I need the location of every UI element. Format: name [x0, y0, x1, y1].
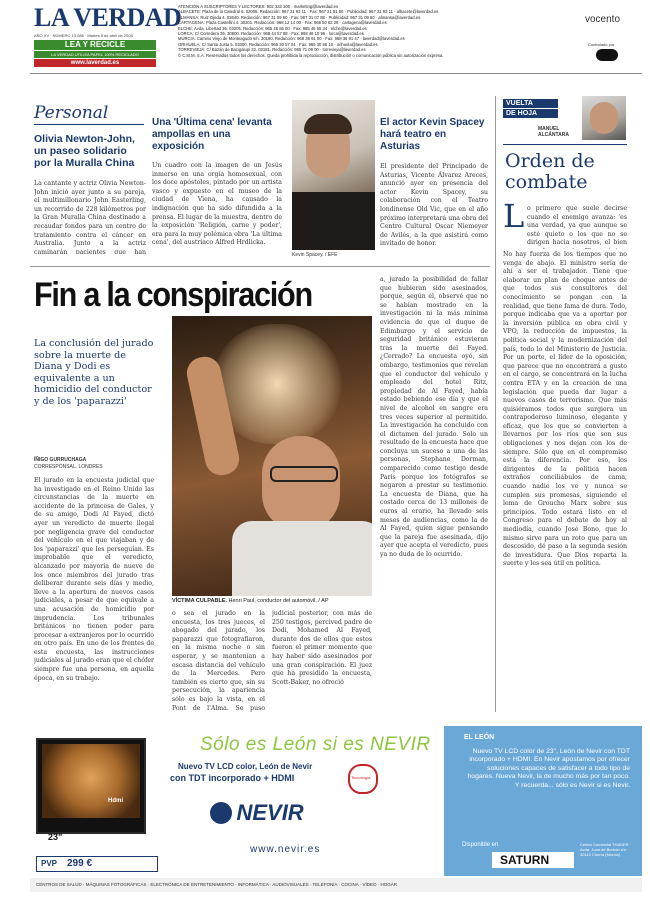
- ad-frame[interactable]: [30, 726, 642, 894]
- ad-right-panel: [444, 726, 642, 876]
- main-col1: El jurado en la encuesta judicial que ha investigado en el Reino Unido las circunstancias de la muerte en accidente de la princesa de Gales, y de su amigo, Dodi Al Fayed, dictó ayer un veredicto de muerte ilegal por negligencia grave del conductor del vehículo en el que viajaban y de los 'paparazzi' que les perseguían. Es improbable que el veredicto, alcanzado por mayoría de nueve de los once miembros del jurado tras deliberar durante seis días y medio, lleve a la apertura de nuevos casos judiciales, a pesar de que equivale a una acusación de homicidio por imprudencia. Los tribunales británicos no tienen poder para procesar a extranjeros por lo ocurrido en otro país. En uno de los frentes de esta encuesta, las instrucciones judiciales al jurado eran que el chófer siempre fue una persona, en aquella época, en su trabajo.: [34, 477, 154, 682]
- directory-line: ORIHUELA: C/ Santa Justa 5. 03300. Redacción: 965 30 57 04 · Fax: 965 30 56 10 · orihuela@laverdad.es: [178, 41, 378, 47]
- directory-line: ALMANSA: Ruiz Ojeda 4. 02640. Redacción: 967 31 09 60 · Fax: 967 31 07 88 · Publicidad: 967 31 09 60 · almansa@laverdad.es: [178, 14, 421, 20]
- ojd-label: Controlado por: [588, 42, 615, 47]
- caption-text: Henri Paul, conductor del automóvil. / AP: [228, 598, 329, 604]
- personal-body: La cantante y actriz Olivia Newton-John inició ayer junto a su pareja, el multimillonario John Easterling, un recorrido de 228 kilómetros por la Gran Muralla China destinado a recaudar fondos para un centro de tratamiento contra el cáncer en Australia. Junto a la actriz caminarán pacientes que han: [34, 180, 146, 254]
- main-col4: a, jurado la posibilidad de fallar que hubieran sido asesinados, porque, según él, observé que no se habían mostrado en la investigación ni la más mínima evidencia de que el duque de Edimburgo y el servicio de seguridad británico estuvieran tras la muerte del Fayed. ¿Cerrado? La encuesta oyó, sin embargo, testimonios que revelan que el conductor del vehículo y empleado del hotel Ritz, propiedad de Al Fayed, había estado bebiendo ese día y que el nivel de alcohol en sangre era tres veces superior al permitido. La investigación ha concluido con el dictamen del jurado. Solo un resultado de la encuesta hace que concluya un suceso a una de las personas, Stephane Dorman, comparecido como testigo desde París porque los fotógrafos se negaron a prestar su testimonio. La encuesta de Diana, que ha costado cerca de 13 millones de euros al erario, ha llevado seis meses de audiencias, como la de Al Fayed, quien sigue pensando que la pareja fue asesinada, dijo ayer que acepta el veredicto, pues ya no duda de lo ocurrido.: [380, 276, 488, 558]
- byline-name: ÍÑIGO GURRUCHAGA: [34, 457, 87, 463]
- directory-line: ATENCIÓN A SUSCRIPTORES Y LECTORES: 902 332 100 · marketing@laverdad.es: [178, 4, 339, 9]
- tv-set: [36, 738, 146, 834]
- directory: [178, 4, 578, 70]
- ad-price-box: [36, 856, 158, 872]
- column-section-2: DE HOJA: [503, 109, 558, 118]
- column-headline: Orden de combate: [505, 150, 595, 193]
- price-label: PVP: [41, 859, 58, 868]
- personal-headline: Olivia Newton-John, un paseo solidario por la Muralla China: [34, 133, 135, 169]
- directory-line: TORREVIEJA: C/ Bazán de Bacigalupi 32. 03181. Redacción: 965 71 09 00 · torrevieja@laverdad.es: [178, 47, 366, 53]
- column-author-2: ALCÁNTARA: [538, 132, 570, 138]
- tv-hdmi-label: Hdmi: [108, 798, 123, 804]
- directory-line: ELCHE: Avda. Libertad 36. 03205. Redacción: 965 45 55 00 · Fax: 965 45 55 34 · elche@laverdad.es: [178, 25, 367, 31]
- face-shape: [262, 436, 340, 532]
- ad-right-title: EL LEÓN: [464, 734, 495, 741]
- spacey-body: El presidente del Principado de Asturias, Vicente Álvarez Areces, anunció ayer en presencia del actor Kevin Spacey, su colaboración con el Teatro londinense Old Vic, que en el año próximo interpretará una obra del Centro Cultural Oscar Niemeyer de Avilés, a la que asistirá como invitado de honor.: [380, 163, 488, 248]
- masthead-rule: [30, 73, 642, 74]
- directory-line: © C.M.M. S.A. Reservados todos los derechos. Queda prohibida la reproducción, distribución o comunicación pública sin autorización expresa.: [178, 52, 444, 58]
- tv-size-label: 23": [48, 832, 63, 842]
- column-author-1: MANUEL: [538, 126, 560, 132]
- saturn-logo: [492, 852, 574, 868]
- lion-image: [42, 744, 140, 818]
- ad-website[interactable]: www.nevir.es: [250, 844, 321, 855]
- column-lead: o primero que suele decirse cuando el enemigo avanza: 'es una verdad, ya que aunque se esté quieto o los que no se dirigen hacia nosotros, el bien: [527, 205, 627, 247]
- masthead-title: LA VERDAD: [34, 3, 182, 32]
- store-info: Centro Comercial THADER · Avda. Juan de Borbón s/n · 30110 Churra (Murcia): [580, 842, 632, 857]
- main-col2: o sea el jurado en la encuesta, los tres jueces, el abogado del jurado, los paparazzi que fotografiaron, en la misma noche o sin esperar, y se mantenían a escasa distancia del vehículo de la Mercedes. Pero también es cierto que, sin su persecución, la apariencia sólo es bajo la vista, en el Pont de l'Alma. Se puso: [172, 610, 265, 712]
- nevir-mark-icon: [210, 802, 232, 824]
- cena-headline: Una 'Última cena' levanta ampollas en una exposición: [152, 117, 272, 152]
- vocento-logo: vocento: [585, 14, 621, 25]
- byline-role: CORRESPONSAL. LONDRES: [34, 464, 103, 470]
- nevir-logo: [210, 800, 360, 824]
- price-value: 299 €: [67, 858, 93, 869]
- ad-badge: [348, 764, 378, 794]
- cena-body: Un cuadro con la imagen de un Jesús inmerso en una orgía homosexual, con los doce apóstoles, pintado por un artista vasco y expuesto en el museo de la ciudad de Viena, ha causado la indignación que ha sido difundida a la prensa. El lugar de la muestra, dentro de la exposición 'Religión, carne y poder', era para la muy polémica obra 'La última cena', del austríaco Alfred Hrdlicka.: [152, 162, 282, 247]
- ad-available: Disponible en: [462, 842, 499, 848]
- column-body: No hay fuerza de los tiempos que no venga de abajo. El ministro sería de ahí a ser el trabajador. Tiene que elaborar un plan de choque antes de que todos sus consultores del conocimiento se pongan con la realidad, que tiene fama de dura. Todo, porque indicaba que va a aportar por la inversión pública en obra civil y VPO, la reducción de impuestos, la política social y la modernización del país, todo lo del Ministerio de Justicia. Por un porte, el líder de la oposición, que parece que no encontrará a gusto en el cargo, se concentrará en la lucha contra ETA y en la creación de una legislación que pueda dar lugar a nuevos casos de terrorismo. Que más quisiéramos todos que surgiera un contrapoderoso luminoso, elegante y eficaz, que los que se convierten a llevarnos por los ríos que son sus obligaciones y nos dejan con los de siempre. Sólo que en el compromiso está la diferencia. Por eso, los dirigentes de la política hacen extraños conciliábulos de cama, cuando nadie los ve y nunca se cumplen sus promesas, siguiendo el lema de Groucho Marx sobre sus principios. Todo estará listo en el Congreso para el debate de hoy al mediodía, cuando José Bono, que lo mismo sirve para un roto que para un descosido, dé paso a la segunda sesión de investidura. Que Dios reparta la suerte y les sea útil en política.: [503, 251, 627, 568]
- section-rule: [34, 124, 144, 125]
- ad-headline: Sólo es León si es NEVIR: [200, 734, 431, 755]
- column-section-1: VUELTA: [503, 99, 558, 108]
- shirt-shape: [232, 521, 372, 596]
- glasses-shape: [270, 466, 338, 482]
- promo-recycle: LEA Y RECICLE: [34, 40, 156, 50]
- column-divider: [495, 96, 496, 712]
- author-face-shape: [590, 102, 618, 134]
- directory-line: CARTAGENA: Plaza Castellini 4. 30201. Redacción: 968 12 14 00 · Fax: 968 50 62 28 · cartagena@laverdad.es: [178, 20, 387, 26]
- spacey-caption: Kevin Spacey. / EFE: [292, 252, 338, 258]
- caption-bold: VÍCTIMA CULPABLE.: [172, 598, 227, 604]
- main-headline: Fin a la conspiración: [34, 276, 312, 314]
- top-divider: [30, 266, 490, 267]
- directory-line: MURCIA: Camino Viejo de Monteagudo s/n. 30160. Redacción: 968 36 91 00 · Fax: 968 36 91 47 · laverdad@laverdad.es: [178, 36, 405, 42]
- main-subhead: La conclusión del jurado sobre la muerte de Diana y Dodi es equivalente a un homicidio del conductor y de los 'paparazzi': [34, 338, 154, 407]
- issue-line: AÑO XV · NÚMERO 13.086 · Martes 8 de abril de 2008: [34, 33, 133, 38]
- section-personal: Personal: [34, 103, 109, 123]
- ojd-icon: [596, 49, 618, 61]
- masthead-website[interactable]: www.laverdad.es: [34, 59, 156, 67]
- promo-paper: LA VERDAD UTILIZA PAPEL 100% RECICLADO: [34, 51, 156, 58]
- spacey-headline: El actor Kevin Spacey hará teatro en Asturias: [380, 117, 485, 152]
- main-photo-caption: [172, 598, 372, 604]
- main-photo: [172, 316, 372, 596]
- column-rule: [503, 144, 627, 145]
- spacey-jacket-shape: [292, 192, 375, 250]
- directory-line: LORCA: C/ Corredera 36. 30800. Redacción: 968 44 57 88 · Fax: 968 46 10 96 · lorca@laverdad.es: [178, 31, 364, 37]
- author-avatar: [582, 96, 626, 140]
- main-col3: judicial posterior, con más de 250 testigos, percived padre de Dodi, Mohamed Al Fayed, durante dos de ellos que estos fueron el primer momento que hay haber sido asesinados por una gran conspiración. El juez que ha presidido la encuesta, Scott-Baker, no ofreció: [272, 610, 372, 686]
- spacey-hair-shape: [304, 114, 352, 134]
- column-drop-cap: L: [503, 197, 525, 235]
- badge-text: Tecnología: [351, 775, 371, 780]
- ad-footer-strip: CENTROS DE SALUD · MÁQUINAS FOTOGRÁFICAS · ELECTRÓNICA DE ENTRETENIMIENTO · INFORMÁTICA · AUDIOVISUALES · TELEFONÍA · COCINA · VÍDEO · HOGAR: [30, 878, 642, 892]
- spacey-photo: [292, 100, 375, 250]
- directory-line: ALBACETE: Plaza de la Catedral 6. 02005. Redacción: 967 21 93 11 · Fax: 967 21 91 56 · Publicidad: 967 21 93 11 · albacete@laverdad.es: [178, 9, 439, 15]
- ad-tagline-2: con TDT incorporado + HDMI: [170, 773, 295, 783]
- nevir-brand: NEVIR: [236, 800, 304, 825]
- saturn-brand: SATURN: [500, 853, 550, 867]
- ad-tagline-1: Nuevo TV LCD color, León de Nevir: [178, 762, 313, 771]
- masthead: [0, 0, 650, 72]
- ad-right-copy: Nuevo TV LCD color de 23", León de Nevir con TDT incorporado + HDMI. En Nevir apostamos por ofrecer soluciones capaces de satisfacer a todo tipo de hogares. Nueva Nevir, la de mucho más por tan poco. Y recuerda... sólo es Nevir si es Nevir.: [467, 748, 630, 789]
